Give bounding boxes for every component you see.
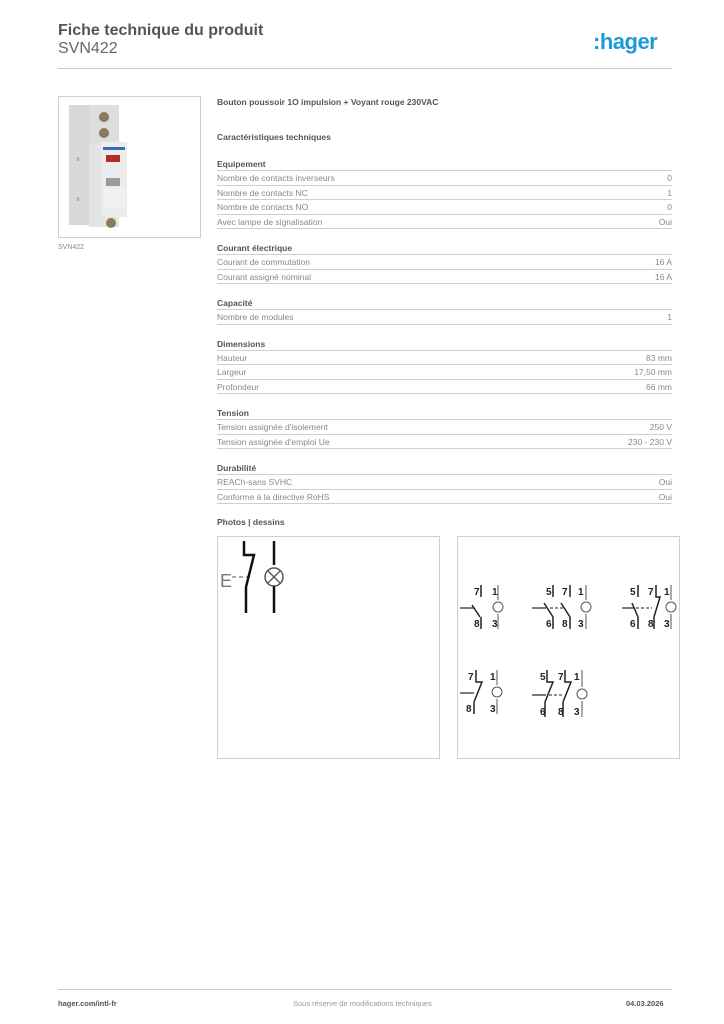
pushbutton-lamp-symbol bbox=[218, 537, 439, 758]
svg-text:3: 3 bbox=[492, 619, 498, 630]
svg-text:3: 3 bbox=[574, 707, 580, 718]
document-title: Fiche technique du produit bbox=[58, 22, 264, 39]
spec-label: REACh-sans SVHC bbox=[217, 477, 293, 487]
spec-group-tension bbox=[217, 407, 672, 449]
spec-value: Oui bbox=[658, 491, 672, 502]
spec-label: Avec lampe de signalisation bbox=[217, 216, 323, 227]
svg-text:5: 5 bbox=[546, 587, 552, 598]
svg-text:8: 8 bbox=[474, 619, 480, 630]
group-title: Equipement bbox=[217, 158, 672, 171]
group-title: Tension bbox=[217, 407, 672, 420]
spec-value: Oui bbox=[658, 477, 672, 487]
spec-value: 1 bbox=[667, 187, 672, 198]
product-reference: SVN422 bbox=[58, 40, 118, 57]
svg-text:3: 3 bbox=[490, 704, 496, 715]
svg-text:7: 7 bbox=[474, 587, 480, 598]
svg-text:6: 6 bbox=[540, 707, 546, 718]
photo-caption: SVN422 bbox=[58, 244, 85, 251]
spec-label: Conforme à la directive RoHS bbox=[217, 491, 330, 502]
spec-row bbox=[217, 435, 672, 450]
spec-row bbox=[217, 255, 672, 270]
spec-group-dimensions bbox=[217, 338, 672, 395]
product-description: Bouton poussoir 1O impulsion + Voyant rouge 230VAC bbox=[217, 97, 439, 107]
spec-row bbox=[217, 351, 672, 366]
svg-text:1: 1 bbox=[664, 587, 670, 598]
svg-text:6: 6 bbox=[546, 619, 552, 630]
variant-3 bbox=[622, 585, 676, 630]
group-title: Dimensions bbox=[217, 338, 672, 351]
footer-date: 04.03.2026 bbox=[626, 999, 664, 1008]
spec-group-courant bbox=[217, 242, 672, 284]
contact-variants-symbols bbox=[458, 537, 679, 758]
svg-text:7: 7 bbox=[558, 672, 564, 683]
variant-4 bbox=[460, 670, 502, 715]
variant-1 bbox=[460, 585, 503, 630]
svg-text:8: 8 bbox=[558, 707, 564, 718]
spec-label: Nombre de contacts NC bbox=[217, 187, 308, 198]
svg-text:7: 7 bbox=[648, 587, 654, 598]
footer-notice: Sous réserve de modifications techniques bbox=[293, 999, 432, 1008]
spec-row bbox=[217, 365, 672, 380]
svg-text:7: 7 bbox=[562, 587, 568, 598]
spec-label: Hauteur bbox=[217, 352, 248, 363]
group-title: Durabilité bbox=[217, 462, 672, 475]
svg-text:5: 5 bbox=[630, 587, 636, 598]
spec-label: Nombre de contacts NO bbox=[217, 202, 309, 212]
spec-label: Largeur bbox=[217, 367, 247, 377]
spec-row bbox=[217, 475, 672, 490]
spec-value: 66 mm bbox=[646, 381, 672, 392]
svg-text:8: 8 bbox=[466, 704, 472, 715]
spec-label: Courant assigné nominal bbox=[217, 271, 312, 282]
spec-row bbox=[217, 490, 672, 505]
spec-row bbox=[217, 420, 672, 435]
specifications bbox=[217, 96, 672, 504]
spec-value: 250 V bbox=[649, 422, 672, 432]
svg-text:1: 1 bbox=[574, 672, 580, 683]
spec-value: Oui bbox=[658, 216, 672, 227]
modular-switch-image bbox=[59, 97, 200, 237]
group-title: Courant électrique bbox=[217, 242, 672, 255]
photos-heading: Photos | dessins bbox=[217, 517, 285, 527]
hager-logo: :hager bbox=[593, 29, 658, 54]
spec-label: Profondeur bbox=[217, 381, 260, 392]
wiring-variants-drawing bbox=[457, 536, 680, 759]
spec-row bbox=[217, 186, 672, 201]
product-photo bbox=[58, 96, 201, 238]
spec-label: Tension assignée d'emploi Ue bbox=[217, 436, 330, 447]
svg-text:7: 7 bbox=[468, 672, 474, 683]
spec-group-capacite bbox=[217, 297, 672, 325]
wiring-symbol-drawing bbox=[217, 536, 440, 759]
svg-text:1: 1 bbox=[492, 587, 498, 598]
spec-value: 0 bbox=[667, 173, 672, 183]
spec-row bbox=[217, 270, 672, 285]
spec-value: 16 A bbox=[654, 271, 672, 282]
label-e: E bbox=[220, 571, 233, 591]
spec-row bbox=[217, 380, 672, 395]
svg-text:3: 3 bbox=[578, 619, 584, 630]
spec-label: Nombre de modules bbox=[217, 312, 294, 322]
spec-row bbox=[217, 215, 672, 230]
spec-label: Nombre de contacts inverseurs bbox=[217, 173, 335, 183]
footer-website-link[interactable]: hager.com/intl-fr bbox=[58, 999, 117, 1008]
spec-value: 1 bbox=[667, 312, 672, 322]
spec-row bbox=[217, 171, 672, 186]
svg-text:1: 1 bbox=[578, 587, 584, 598]
specs-heading: Caractéristiques techniques bbox=[217, 132, 331, 142]
svg-text:8: 8 bbox=[648, 619, 654, 630]
svg-text:5: 5 bbox=[540, 672, 546, 683]
spec-group-equipement bbox=[217, 158, 672, 229]
spec-value: 16 A bbox=[654, 257, 672, 267]
spec-value: 0 bbox=[667, 202, 672, 212]
spec-row bbox=[217, 310, 672, 325]
spec-label: Courant de commutation bbox=[217, 257, 311, 267]
svg-text:3: 3 bbox=[664, 619, 670, 630]
spec-label: Tension assignée d'isolement bbox=[217, 422, 328, 432]
header-divider bbox=[58, 68, 672, 69]
variant-2 bbox=[532, 585, 591, 630]
spec-value: 83 mm bbox=[646, 352, 672, 363]
group-title: Capacité bbox=[217, 297, 672, 310]
spec-group-durabilite bbox=[217, 462, 672, 504]
spec-row bbox=[217, 200, 672, 215]
spec-value: 17,50 mm bbox=[634, 367, 672, 377]
footer-divider bbox=[58, 989, 672, 990]
svg-text:6: 6 bbox=[630, 619, 636, 630]
spec-value: 230 - 230 V bbox=[628, 436, 672, 447]
svg-text:1: 1 bbox=[490, 672, 496, 683]
variant-5 bbox=[532, 670, 587, 718]
svg-text:8: 8 bbox=[562, 619, 568, 630]
